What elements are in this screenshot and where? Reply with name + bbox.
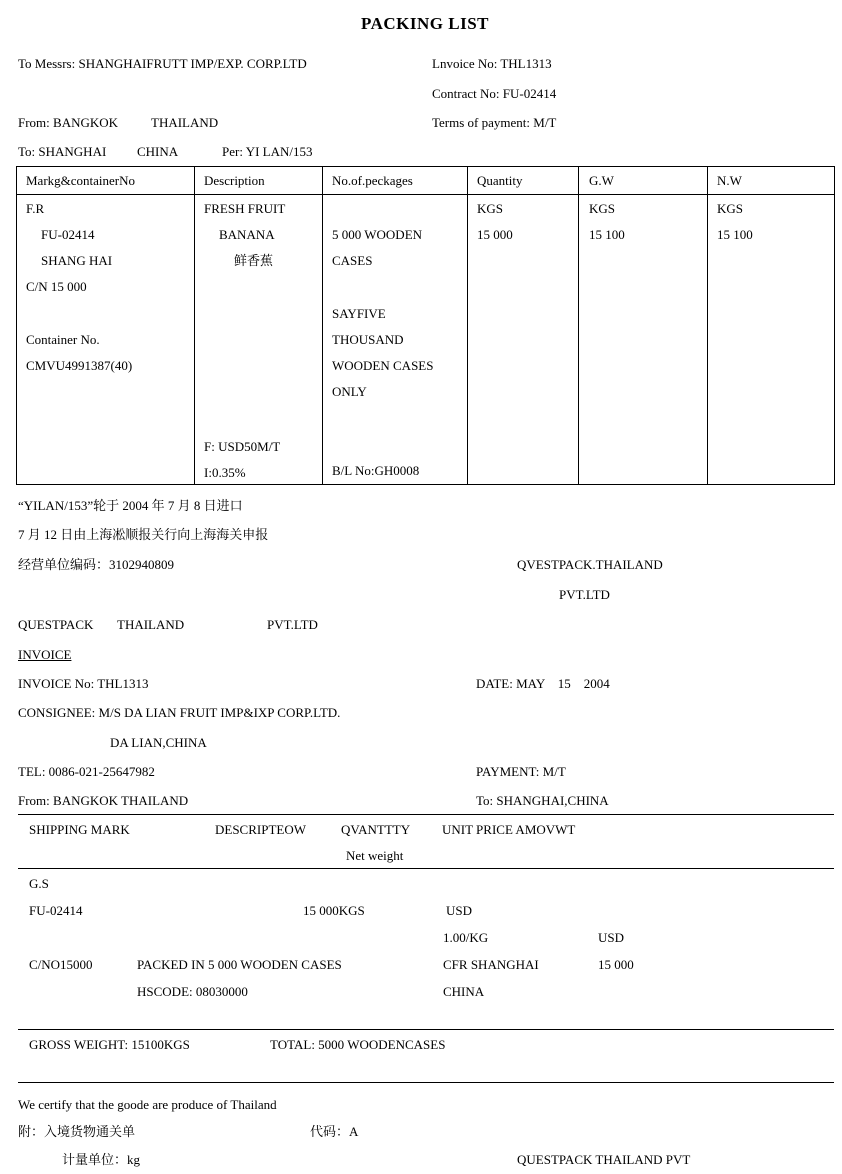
attachment: 附：入境货物通关单 bbox=[18, 1124, 136, 1139]
gross-weight-value: 15 100 bbox=[589, 227, 625, 242]
total-packages: TOTAL: 5000 WOODENCASES bbox=[270, 1037, 446, 1052]
packing-description: PACKED IN 5 000 WOODEN CASES bbox=[137, 957, 342, 972]
mark-line: Container No. bbox=[26, 332, 100, 347]
invoice-number: INVOICE No: THL1313 bbox=[18, 676, 149, 691]
consignee-city: DA LIAN,CHINA bbox=[110, 735, 207, 750]
mark-line: FU-02414 bbox=[41, 227, 95, 242]
quantity-unit: KGS bbox=[477, 201, 504, 216]
col-description: DESCRIPTEOW bbox=[215, 822, 306, 837]
rule bbox=[18, 814, 834, 815]
net-weight-unit: KGS bbox=[717, 201, 744, 216]
col-unit-price-amount: UNIT PRICE AMOVWT bbox=[442, 822, 576, 837]
invoice-company-suffix: PVT.LTD bbox=[267, 617, 318, 632]
column-divider bbox=[322, 167, 323, 484]
invoice-number: Lnvoice No: THL1313 bbox=[432, 56, 552, 71]
shipping-mark-line: G.S bbox=[29, 876, 49, 891]
invoice-quantity: 15 000KGS bbox=[303, 903, 365, 918]
package-line: SAYFIVE bbox=[332, 306, 386, 321]
col-quantity: QVANTTTY bbox=[341, 822, 411, 837]
measurement-unit: 计量单位：kg bbox=[62, 1152, 141, 1167]
from-country: THAILAND bbox=[151, 115, 219, 130]
package-line: CASES bbox=[332, 253, 373, 268]
rule bbox=[18, 1029, 834, 1030]
rule bbox=[18, 868, 834, 869]
business-code: 经营单位编码：3102940809 bbox=[18, 557, 175, 572]
col-net-weight: Net weight bbox=[346, 848, 404, 863]
page-title: PACKING LIST bbox=[361, 14, 490, 33]
net-weight-value: 15 100 bbox=[717, 227, 753, 242]
invoice-company-country: THAILAND bbox=[117, 617, 185, 632]
header-marks: Markg&containerNo bbox=[26, 173, 136, 188]
column-divider bbox=[194, 167, 195, 484]
signatory: QUESTPACK THAILAND PVT bbox=[517, 1152, 691, 1167]
customs-note-line: 7 月 12 日由上海凇顺报关行向上海海关申报 bbox=[18, 527, 269, 542]
column-divider bbox=[707, 167, 708, 484]
mark-line: F.R bbox=[26, 201, 45, 216]
gross-weight: GROSS WEIGHT: 15100KGS bbox=[29, 1037, 190, 1052]
to-place: To: SHANGHAI bbox=[18, 144, 107, 159]
vessel: Per: YI LAN/153 bbox=[222, 144, 313, 159]
description-line: FRESH FRUIT bbox=[204, 201, 286, 216]
rule bbox=[18, 1082, 834, 1083]
description-line: 鲜香蕉 bbox=[234, 253, 274, 268]
delivery-terms: CFR SHANGHAI bbox=[443, 957, 539, 972]
col-shipping-mark: SHIPPING MARK bbox=[29, 822, 130, 837]
to-messrs: To Messrs: SHANGHAIFRUTT IMP/EXP. CORP.LTD bbox=[18, 56, 307, 71]
packing-table bbox=[16, 166, 835, 485]
shipping-mark-line: FU-02414 bbox=[29, 903, 83, 918]
from-place: From: BANGKOK bbox=[18, 115, 119, 130]
consignee: CONSIGNEE: M/S DA LIAN FRUIT IMP&IXP CORP.LTD. bbox=[18, 705, 341, 720]
price-note: F: USD50M/T bbox=[204, 439, 281, 454]
certification: We certify that the goode are produce of Thailand bbox=[18, 1097, 277, 1112]
header-quantity: Quantity bbox=[477, 173, 523, 188]
payment-terms: Terms of payment: M/T bbox=[432, 115, 557, 130]
header-gross-weight: G.W bbox=[589, 173, 614, 188]
package-line: THOUSAND bbox=[332, 332, 404, 347]
company-stamp-line: QVESTPACK.THAILAND bbox=[517, 557, 663, 572]
shipping-mark-line: C/NO15000 bbox=[29, 957, 93, 972]
to-country: CHINA bbox=[137, 144, 179, 159]
insurance-note: I:0.35% bbox=[204, 465, 246, 480]
currency: USD bbox=[446, 903, 473, 918]
invoice-heading: INVOICE bbox=[18, 647, 72, 662]
column-divider bbox=[467, 167, 468, 484]
customs-note-line: “YILAN/153”轮于 2004 年 7 月 8 日进口 bbox=[18, 498, 243, 513]
header-net-weight: N.W bbox=[717, 173, 742, 188]
bill-of-lading: B/L No:GH0008 bbox=[332, 463, 420, 478]
header-description: Description bbox=[204, 173, 265, 188]
mark-line: C/N 15 000 bbox=[26, 279, 87, 294]
package-line: 5 000 WOODEN bbox=[332, 227, 423, 242]
mark-line: SHANG HAI bbox=[41, 253, 113, 268]
destination-country: CHINA bbox=[443, 984, 485, 999]
unit-price: 1.00/KG bbox=[443, 930, 489, 945]
contract-number: Contract No: FU-02414 bbox=[432, 86, 557, 101]
column-divider bbox=[578, 167, 579, 484]
invoice-to: To: SHANGHAI,CHINA bbox=[476, 793, 609, 808]
quantity-value: 15 000 bbox=[477, 227, 513, 242]
hs-code: HSCODE: 08030000 bbox=[137, 984, 248, 999]
package-line: WOODEN CASES bbox=[332, 358, 434, 373]
header-divider bbox=[17, 194, 834, 195]
invoice-amount: 15 000 bbox=[598, 957, 634, 972]
telephone: TEL: 0086-021-25647982 bbox=[18, 764, 155, 779]
mark-line: CMVU4991387(40) bbox=[26, 358, 133, 373]
company-stamp-line: PVT.LTD bbox=[559, 587, 610, 602]
invoice-from: From: BANGKOK THAILAND bbox=[18, 793, 189, 808]
header-packages: No.of.peckages bbox=[332, 173, 413, 188]
description-line: BANANA bbox=[219, 227, 275, 242]
package-line: ONLY bbox=[332, 384, 367, 399]
currency: USD bbox=[598, 930, 625, 945]
code: 代码：A bbox=[310, 1124, 359, 1139]
invoice-company: QUESTPACK bbox=[18, 617, 94, 632]
invoice-payment: PAYMENT: M/T bbox=[476, 764, 566, 779]
invoice-date: DATE: MAY 15 2004 bbox=[476, 676, 610, 691]
gross-weight-unit: KGS bbox=[589, 201, 616, 216]
